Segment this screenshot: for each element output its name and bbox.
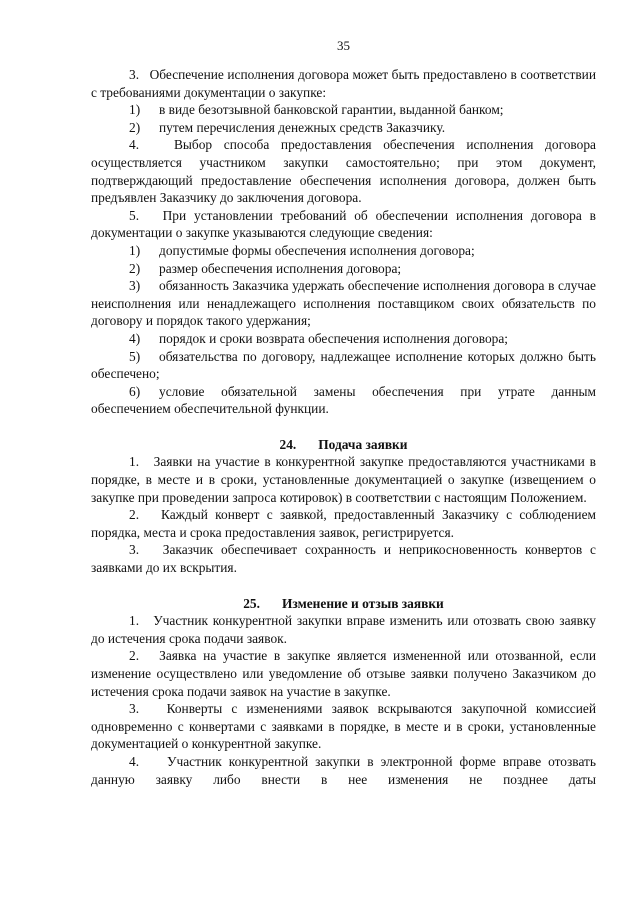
section-heading-25 — [91, 595, 596, 613]
list-item-text: допустимые формы обеспечения исполнения договора; — [159, 242, 475, 258]
list-item-number: 1) — [129, 102, 141, 118]
document-body — [91, 66, 596, 788]
list-item-number: 2) — [129, 260, 141, 276]
section-heading-24 — [91, 436, 596, 454]
spacer — [91, 418, 596, 436]
section-25-paragraph-2: 2. Заявка на участие в закупке является измененной или отозванной, если изменение осуществлено или уведомление об отзыве заявки получено Заказчиком до истечения срока подачи заявок на участие в закупке. — [91, 648, 596, 699]
spacer — [91, 577, 596, 595]
page-number: 35 — [337, 38, 350, 53]
list-item — [91, 277, 596, 330]
list-item — [91, 260, 596, 278]
list-item-text: обязанность Заказчика удержать обеспечение исполнения договора в случае неисполнения или ненадлежащего исполнения поставщиком своих обязательств по договору и порядок такого удержания; — [91, 278, 596, 329]
list-item — [91, 242, 596, 260]
section-title: Изменение и отзыв заявки — [281, 595, 444, 611]
list-item — [91, 119, 596, 137]
list-item-number: 3) — [129, 278, 141, 294]
list-item-text: порядок и сроки возврата обеспечения исполнения договора; — [159, 330, 508, 346]
list-item-text: условие обязательной замены обеспечения при утрате данным обеспечением обеспечительной функции. — [91, 383, 596, 417]
list-item — [91, 101, 596, 119]
list-item-number: 1) — [129, 242, 141, 258]
section-25-paragraph-3: 3. Конверты с изменениями заявок вскрываются закупочной комиссией одновременно с конвертами с заявками в порядке, в месте и в сроки, установленные документацией о конкурентной закупке. — [91, 701, 596, 752]
section-25-paragraph-1: 1. Участник конкурентной закупки вправе изменить или отозвать свою заявку до истечения срока подачи заявок. — [91, 613, 596, 646]
list-item-text: в виде безотзывной банковской гарантии, выданной банком; — [159, 102, 504, 118]
paragraph-5: 5. При установлении требований об обеспечении исполнения договора в документации о закупке указываются следующие сведения: — [91, 207, 596, 241]
section-title: Подача заявки — [318, 436, 408, 452]
list-item-number: 2) — [129, 119, 141, 135]
list-item-text: путем перечисления денежных средств Заказчику. — [159, 119, 446, 135]
list-item-number: 6) — [129, 383, 141, 399]
section-24-paragraph-1: 1. Заявки на участие в конкурентной закупке предоставляются участниками в порядке, в месте и в сроки, установленные документацией о закупке (извещением о закупке при проведении запроса котировок) в соответствии с настоящим Положением. — [91, 454, 596, 505]
paragraph-3: 3. Обеспечение исполнения договора может быть предоставлено в соответствии с требованиями документации о закупке: — [91, 67, 596, 100]
section-number: 25. — [243, 595, 260, 611]
section-24-paragraph-2: 2. Каждый конверт с заявкой, предоставленный Заказчику с соблюдением порядка, места и срока предоставления заявок, регистрируется. — [91, 507, 596, 540]
section-24-paragraph-3: 3. Заказчик обеспечивает сохранность и неприкосновенность конвертов с заявками до их вскрытия. — [91, 542, 596, 576]
list-item — [91, 330, 596, 348]
list-item-text: обязательства по договору, надлежащее исполнение которых должно быть обеспечено; — [91, 348, 596, 382]
list-item — [91, 348, 596, 383]
list-item — [91, 383, 596, 418]
section-25-paragraph-4: 4. Участник конкурентной закупки в электронной форме вправе отозвать данную заявку либо внести в нее изменения не позднее даты — [91, 753, 596, 787]
section-number: 24. — [279, 436, 297, 452]
list-item-number: 5) — [129, 348, 141, 364]
paragraph-4: 4. Выбор способа предоставления обеспечения исполнения договора осуществляется участником закупки самостоятельно; при этом документ, подтверждающий предоставление обеспечения исполнения договора, должен быть предъявлен Заказчику до заключения договора. — [91, 137, 596, 206]
list-item-text: размер обеспечения исполнения договора; — [159, 260, 402, 276]
list-item-number: 4) — [129, 330, 141, 346]
